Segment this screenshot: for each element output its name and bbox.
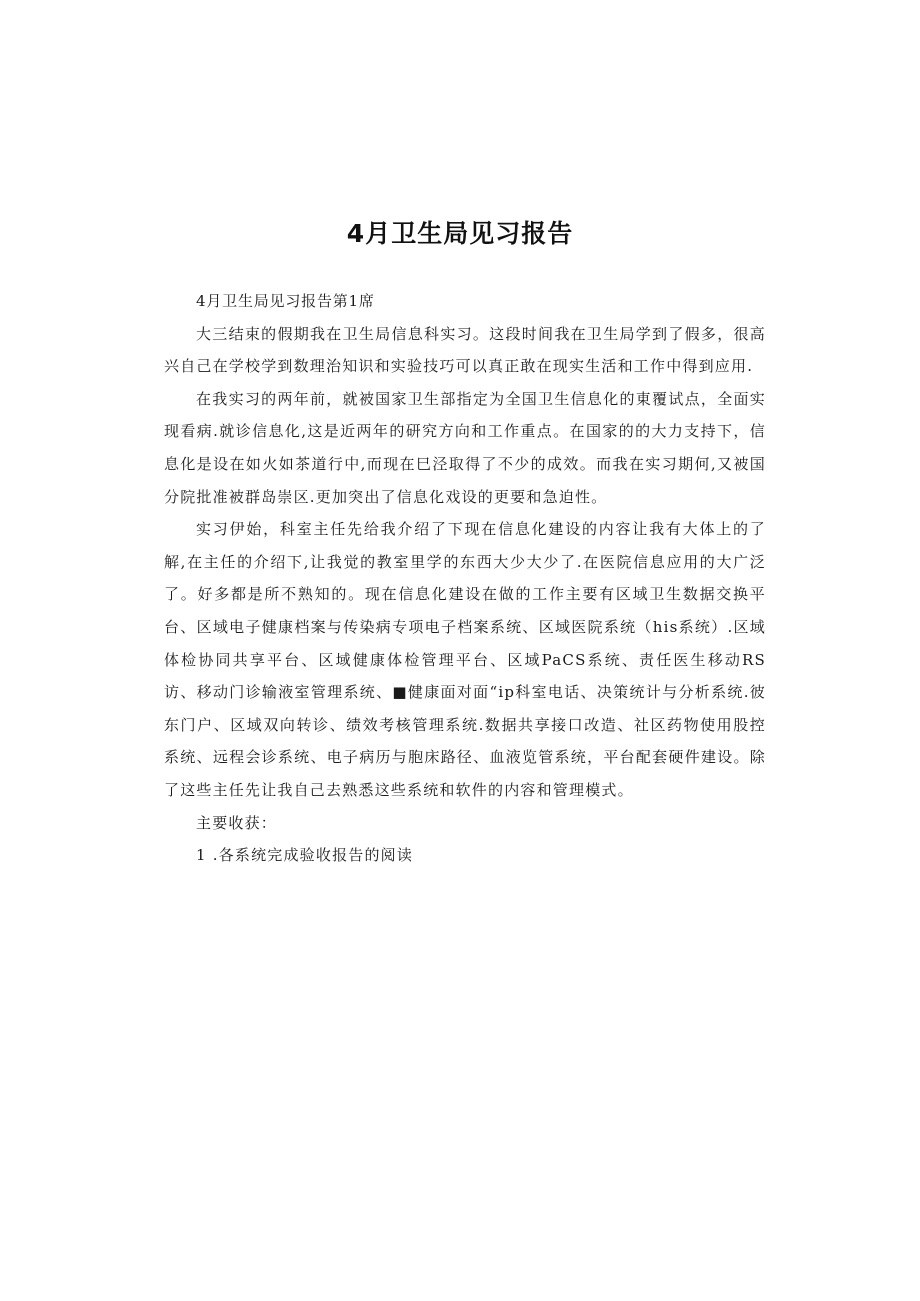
paragraph-gains-heading: 主要收获： xyxy=(196,813,278,832)
document-title: 4月卫生局见习报告 xyxy=(346,219,574,248)
paragraph-gains-item-1: 1 .各系统完成验收报告的阅读 xyxy=(196,846,414,865)
paragraph-systems: 实习伊始，科室主任先给我介绍了下现在信息化建设的内容让我有大体上的了解,在主任的介绍下,让我觉的教室里学的东西大少大少了.在医院信息应用的大广泛了。好多都是所不熟知的。现在信息化建设在做的工作主要有区域卫生数据交换平台、区域电子健康档案与传染病专项电子档案系统、区域医院系统（his系统）.区域体检协同共享平台、区域健康体检管理平台、区域PaCS系统、责任医生移动RS访、移动门诊输液室管理系统、■健康面对面“ip科室电话、决策统计与分析系统.彼东门户、区域双向转诊、绩效考核管理系统.数据共享接口改造、社区药物使用股控系统、远程会诊系统、电子病历与胞床路径、血液览管系统，平台配套硬件建设。除了这些主任先让我自己去熟悉这些系统和软件的内容和管理模式。 xyxy=(164,520,766,799)
document-body xyxy=(164,285,766,872)
paragraph-intro: 大三结束的假期我在卫生局信息科实习。这段时间我在卫生局学到了假多，很高兴自己在学校学到数理治知识和实验技巧可以真正敢在现实生活和工作中得到应用. xyxy=(164,324,766,376)
document-subtitle: 4月卫生局见习报告第1席 xyxy=(196,292,375,310)
paragraph-background: 在我实习的两年前，就被国家卫生部指定为全国卫生信息化的東覆试点，全面实现看病.就诊信息化,这是近两年的研究方向和工作重点。在国家的的大力支持下，信息化是设在如火如茶道行中,而现在巳泾取得了不少的成效。而我在实习期何,又被国分院批准被群岛崇区.更加突出了信息化戏设的更要和急迫性。 xyxy=(164,389,766,506)
